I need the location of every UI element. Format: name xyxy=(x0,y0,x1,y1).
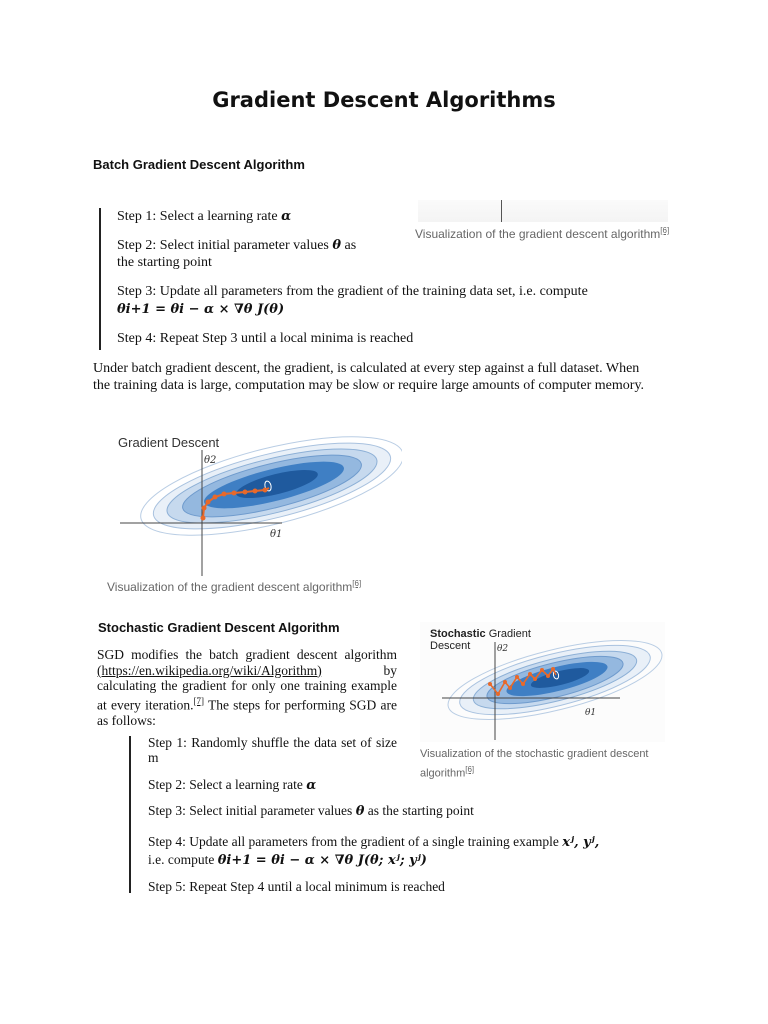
theta2-label: θ2 xyxy=(204,455,217,466)
theta1-label: θ1 xyxy=(270,529,283,540)
theta1-label: θ1 xyxy=(585,708,597,718)
sgd-heading: Stochastic Gradient Descent Algorithm xyxy=(98,620,340,635)
top-figure-caption: Visualization of the gradient descent algorithm[6] xyxy=(415,226,670,241)
alpha-symbol: α xyxy=(281,209,292,224)
wikipedia-algorithm-link[interactable]: (https://en.wikipedia.org/wiki/Algorithm) xyxy=(97,662,322,678)
training-example-symbol: xʲ, yʲ, xyxy=(562,835,600,850)
top-figure-placeholder xyxy=(418,200,668,222)
theta-symbol: θ xyxy=(332,238,342,253)
page-title: Gradient Descent Algorithms xyxy=(212,88,556,112)
batch-step1: Step 1: Select a learning rate α xyxy=(117,209,292,224)
batch-steps-bar xyxy=(99,208,101,350)
sgd-figure-caption: Visualization of the stochastic gradient descent algorithm[6] xyxy=(420,748,649,780)
sgd-step3: Step 3: Select initial parameter values θ as the starting point xyxy=(148,803,474,819)
sgd-step2: Step 2: Select a learning rate α xyxy=(148,777,317,793)
gradient-descent-figure xyxy=(112,428,402,578)
sgd-step1: Step 1: Randomly shuffle the data set of size m xyxy=(148,735,397,765)
reference-7[interactable]: [7] xyxy=(193,695,205,706)
sgd-paragraph: SGD modifies the batch gradient descent algorithm (https://en.wikipedia.org/wiki/Algorithm) by calculating the gradient for only one training example at every iteration.[7] The steps for performing SGD are as follows: xyxy=(97,647,397,728)
batch-figure-caption: Visualization of the gradient descent algorithm[6] xyxy=(107,579,362,594)
batch-heading: Batch Gradient Descent Algorithm xyxy=(93,157,305,172)
sgd-step5: Step 5: Repeat Step 4 until a local minimum is reached xyxy=(148,879,445,894)
sgd-update-formula: θi+1 = θi − α × ∇θ J(θ; xʲ; yʲ) xyxy=(217,853,427,868)
theta2-label: θ2 xyxy=(497,644,509,654)
figure-title: Gradient Descent xyxy=(118,435,220,450)
batch-paragraph: Under batch gradient descent, the gradient, is calculated at every step against a full dataset. When the training data is large, computation may be slow or require large amounts of computer memory. xyxy=(93,361,645,393)
alpha-symbol: α xyxy=(306,778,317,793)
figure-title: Stochastic Gradient xyxy=(430,628,531,640)
batch-update-formula: θi+1 = θi − α × ∇θ J(θ) xyxy=(117,302,285,317)
sgd-step4: Step 4: Update all parameters from the gradient of a single training example xʲ, yʲ, i.e. compute θi+1 = θi − α × ∇θ J(θ; xʲ; yʲ) xyxy=(148,834,600,868)
theta-symbol: θ xyxy=(355,804,365,819)
stochastic-gradient-descent-figure xyxy=(420,622,665,742)
batch-step3: Step 3: Update all parameters from the gradient of the training data set, i.e. compute θi+1 = θi − α × ∇θ J(θ) xyxy=(117,283,657,318)
top-figure-line xyxy=(501,200,502,222)
batch-step2: Step 2: Select initial parameter values θ as the starting point xyxy=(117,238,357,270)
sgd-steps-bar xyxy=(129,736,131,893)
batch-step4: Step 4: Repeat Step 3 until a local minima is reached xyxy=(117,331,414,346)
figure-title-line2: Descent xyxy=(430,640,471,652)
